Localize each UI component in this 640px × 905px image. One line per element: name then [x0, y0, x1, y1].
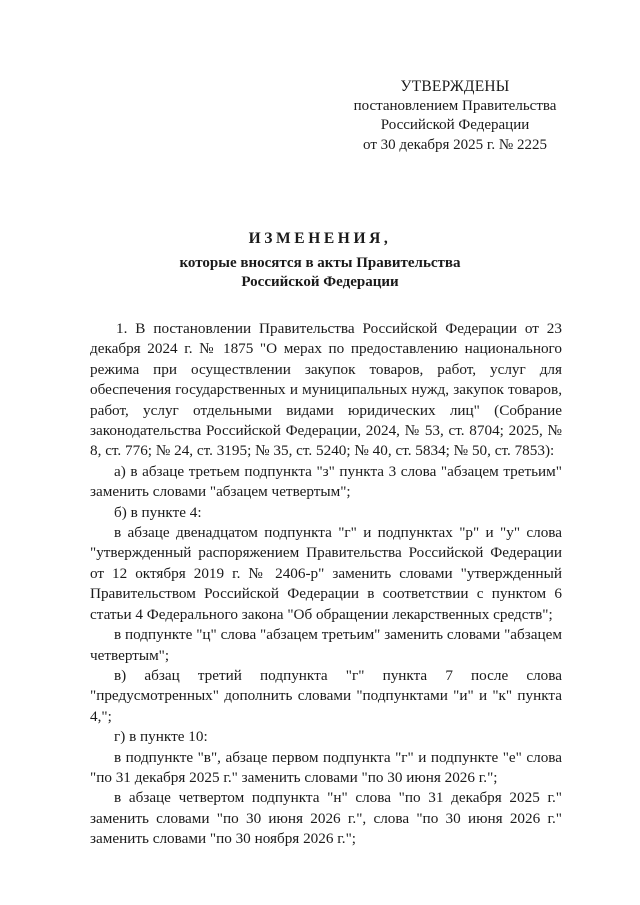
- paragraph-subitem-a: а) в абзаце третьем подпункта "з" пункта 3 слова "абзацем третьим" заменить словами "абзацем четвертым";: [90, 462, 562, 501]
- title-subtitle-line: которые вносятся в акты Правительства: [179, 255, 461, 271]
- paragraph: в подпункте "ц" слова "абзацем третьим" заменить словами "абзацем четвертым";: [90, 626, 562, 664]
- paragraph-subitem-b: б) в пункте 4:: [114, 503, 202, 521]
- paragraph-subitem-v: в) абзац третий подпункта "г" пункта 7 после слова "предусмотренных" дополнить словами "подпунктами "и" и "к" пункта 4,";: [90, 666, 562, 725]
- document-title: [60, 229, 580, 292]
- approval-stamp: [345, 77, 565, 155]
- document-body: [90, 319, 562, 850]
- paragraph: в абзаце четвертом подпункта "н" слова "по 31 декабря 2025 г." заменить словами "по 30 июня 2026 г.", слова "по 30 июня 2026 г." заменить словами "по 30 ноября 2026 г.";: [90, 789, 562, 848]
- title-heading: ИЗМЕНЕНИЯ,: [248, 230, 392, 247]
- paragraph: в подпункте "в", абзаце первом подпункта "г" и подпункте "е" слова "по 31 декабря 2025 г." заменить словами "по 30 июня 2026 г.";: [90, 748, 562, 786]
- paragraph-item-1: 1. В постановлении Правительства Российской Федерации от 23 декабря 2024 г. № 1875 "О мерах по предоставлению национального режима при осуществлении закупок товаров, работ, услуг для обеспечения государственных и муниципальных нужд, закупок товаров, работ, услуг отдельными видами юридических лиц" (Собрание законодательства Российской Федерации, 2024, № 53, ст. 8704; 2025, № 8, ст. 776; № 24, ст. 3195; № 35, ст. 5240; № 40, ст. 5834; № 50, ст. 7853):: [90, 320, 562, 460]
- approval-date-number: от 30 декабря 2025 г. № 2225: [363, 136, 547, 153]
- approval-heading: УТВЕРЖДЕНЫ: [400, 78, 510, 95]
- approval-line: постановлением Правительства: [353, 97, 557, 114]
- paragraph-subitem-g: г) в пункте 10:: [114, 728, 208, 746]
- title-subtitle-line: Российской Федерации: [241, 274, 399, 290]
- paragraph: в абзаце двенадцатом подпункта "г" и подпунктах "р" и "у" слова "утвержденный распоряжением Правительства Российской Федерации от 12 октября 2019 г. № 2406-р" заменить словами "утвержденный Правительством Российской Федерации в соответствии с пунктом 6 статьи 4 Федерального закона "Об обращении лекарственных средств";: [90, 524, 562, 623]
- approval-line: Российской Федерации: [380, 117, 530, 133]
